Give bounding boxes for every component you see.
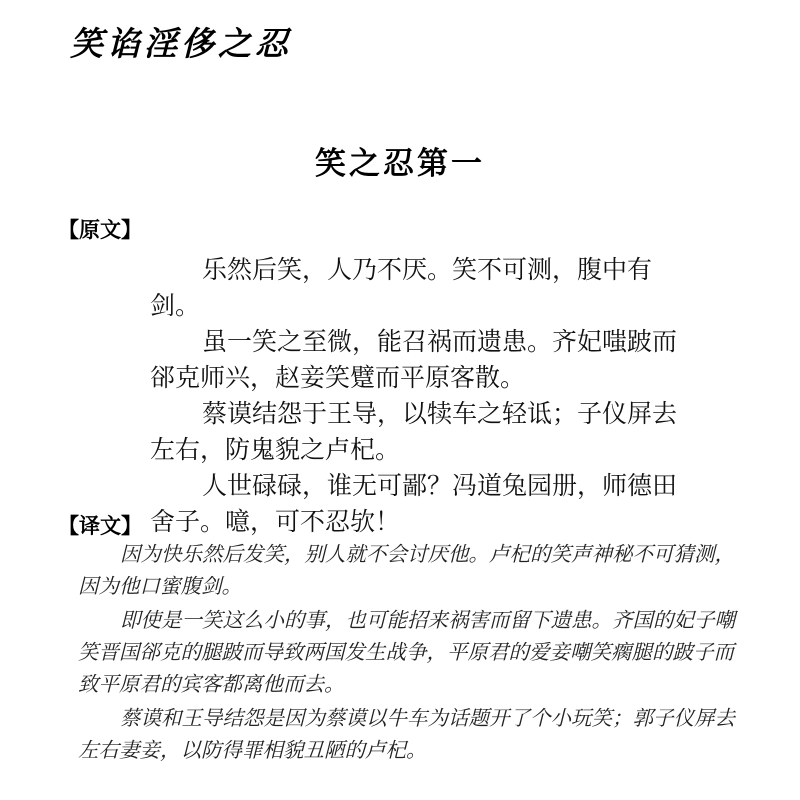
chapter-title: 笑之忍第一 — [315, 146, 485, 182]
translation-label: 【译文】 — [58, 514, 142, 538]
original-text — [150, 252, 680, 540]
translation-paragraph: 蔡谟和王导结怨是因为蔡谟以牛车为话题开了个小玩笑；郭子仪屏去左右妻妾，以防得罪相貌丑陋的卢杞。 — [78, 706, 735, 762]
translation-paragraph: 即使是一笑这么小的事，也可能招来祸害而留下遗患。齐国的妃子嘲笑晋国郤克的腿跛而导致两国发生战争，平原君的爱妾嘲笑瘸腿的跛子而致平原君的宾客都离他而去。 — [78, 608, 735, 696]
original-paragraph: 人世碌碌，谁无可鄙？冯道兔园册，师德田舍子。噫，可不忍欤！ — [150, 471, 678, 536]
running-header: 笑谄淫侈之忍 — [70, 24, 292, 63]
original-paragraph: 虽一笑之至微，能召祸而遗患。齐妃嗤跛而郤克师兴，赵妾笑躄而平原客散。 — [150, 327, 678, 392]
original-paragraph: 蔡谟结怨于王导，以犊车之轻诋；子仪屏去左右，防鬼貌之卢杞。 — [150, 399, 678, 464]
original-paragraph: 乐然后笑，人乃不厌。笑不可测，腹中有剑。 — [150, 255, 653, 320]
translation-paragraph: 因为快乐然后发笑，别人就不会讨厌他。卢杞的笑声神秘不可猜测，因为他口蜜腹剑。 — [78, 542, 735, 598]
translation-text — [78, 538, 738, 768]
original-text-label: 【原文】 — [58, 218, 142, 242]
